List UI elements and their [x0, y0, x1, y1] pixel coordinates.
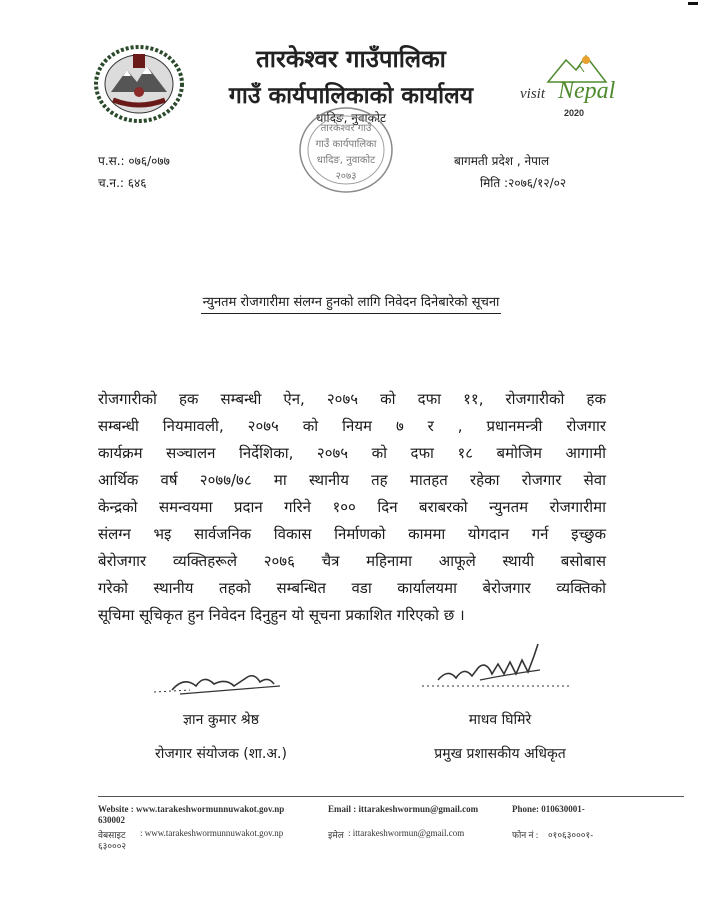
- footer-email-label: Email :: [328, 804, 357, 814]
- footer-email-np: : ittarakeshwormun@gmail.com: [348, 828, 465, 838]
- footer-website: www.tarakeshwormunnuwakot.gov.np: [136, 804, 285, 814]
- notice-line: कार्यक्रम सञ्चालन निर्देशिका, २०७५ को दफा १८ बमोजिम आगामी: [98, 444, 606, 462]
- province-label: बागमती प्रदेश , नेपाल: [454, 154, 550, 168]
- notice-line: बेरोजगार व्यक्तिहरूले २०७६ चैत्र महिनामा आफूले स्थायी बसोबास: [98, 552, 606, 570]
- org-name: तारकेश्वर गाउँपालिका: [256, 45, 446, 73]
- notice-line: केन्द्रको समन्वयमा प्रदान गरिने १०० दिन बराबरको न्युनतम रोजगारीमा: [98, 498, 606, 516]
- notice-line: सूचिमा सूचिकृत हुन निवेदन दिनुहुन यो सूचना प्रकाशित गरिएको छ ।: [98, 606, 465, 624]
- notice-line: सम्बन्धी नियमावली, २०७५ को नियम ७ र , प्रधानमन्त्री रोजगार: [98, 417, 606, 435]
- date-label: मिति :२०७६/१२/०२: [480, 176, 567, 190]
- footer-email-label-np: इमेल: [328, 830, 344, 840]
- stamp-line-3: धादिङ, नुवाकोट: [316, 155, 376, 166]
- footer-phone-1: 010630001-: [541, 804, 585, 814]
- footer-website-label: Website :: [98, 804, 134, 814]
- footer-website-row: [98, 804, 284, 814]
- notice-line: संलग्न भइ सार्वजनिक विकास निर्माणको काममा योगदान गर्न इच्छुक: [98, 525, 606, 543]
- stamp-circle-icon: [296, 104, 396, 196]
- signatory-2-designation: प्रमुख प्रशासकीय अधिकृत: [434, 746, 566, 762]
- notice-line: गरेको स्थानीय तहको सम्बन्धित वडा कार्यालयमा बेरोजगार व्यक्तिको: [98, 579, 606, 597]
- stamp-line-1: तारकेश्वर गाउँ: [320, 123, 372, 134]
- footer-phone-row: [512, 804, 585, 814]
- nepal-text: Nepal: [558, 78, 616, 104]
- office-name: गाउँ कार्यपालिकाको कार्यालय: [228, 83, 474, 109]
- signatory-1-name: ज्ञान कुमार श्रेष्ठ: [183, 712, 259, 728]
- visit-year-text: 2020: [564, 108, 585, 118]
- signature-right: [420, 640, 576, 692]
- visit-text: visit: [520, 86, 545, 102]
- footer-phone-2: 630002: [98, 815, 125, 825]
- notice-line: आर्थिक वर्ष २०७७/७८ मा स्थानीय तह मातहत रहेका रोजगार सेवा: [98, 471, 606, 489]
- footer-website-label-np: वेबसाइट: [98, 830, 126, 840]
- notice-title-text: न्युनतम रोजगारीमा संलग्न हुनको लागि निवेदन दिनेबारेको सूचना: [201, 295, 502, 314]
- notice-line: रोजगारीको हक सम्बन्धी ऐन, २०७५ को दफा ११, रोजगारीको हक: [98, 390, 606, 408]
- signatory-1-designation: रोजगार संयोजक (शा.अ.): [155, 746, 287, 762]
- dispatch-number: च.न.: ६४६: [98, 176, 147, 190]
- office-location: धादिङ, नुवाकोट: [315, 111, 387, 125]
- notice-body: [98, 386, 606, 629]
- footer-phone-label-np: फोन नं :: [512, 830, 539, 840]
- office-stamp: [296, 104, 396, 196]
- footer-email: ittarakeshwormun@gmail.com: [358, 804, 479, 814]
- scan-mark: [688, 2, 698, 5]
- footer-phone-label: Phone:: [512, 804, 539, 814]
- signatory-2-name: माधव घिमिरे: [468, 712, 532, 728]
- fiscal-year-ref: प.स.: ०७६/०७७: [98, 154, 170, 168]
- stamp-line-2: गाउँ कार्यपालिका: [315, 139, 377, 150]
- stamp-year: २०७३: [335, 171, 357, 182]
- notice-title: [0, 292, 702, 310]
- footer-phone-np-2: ६३०००२: [98, 841, 127, 851]
- footer-phone-np-1: ०१०६३०००१-: [548, 830, 594, 840]
- signature-left: [150, 668, 292, 702]
- footer-email-row: [328, 804, 478, 814]
- footer-divider: [98, 796, 684, 797]
- footer-website-np: : www.tarakeshwormunnuwakot.gov.np: [140, 828, 284, 838]
